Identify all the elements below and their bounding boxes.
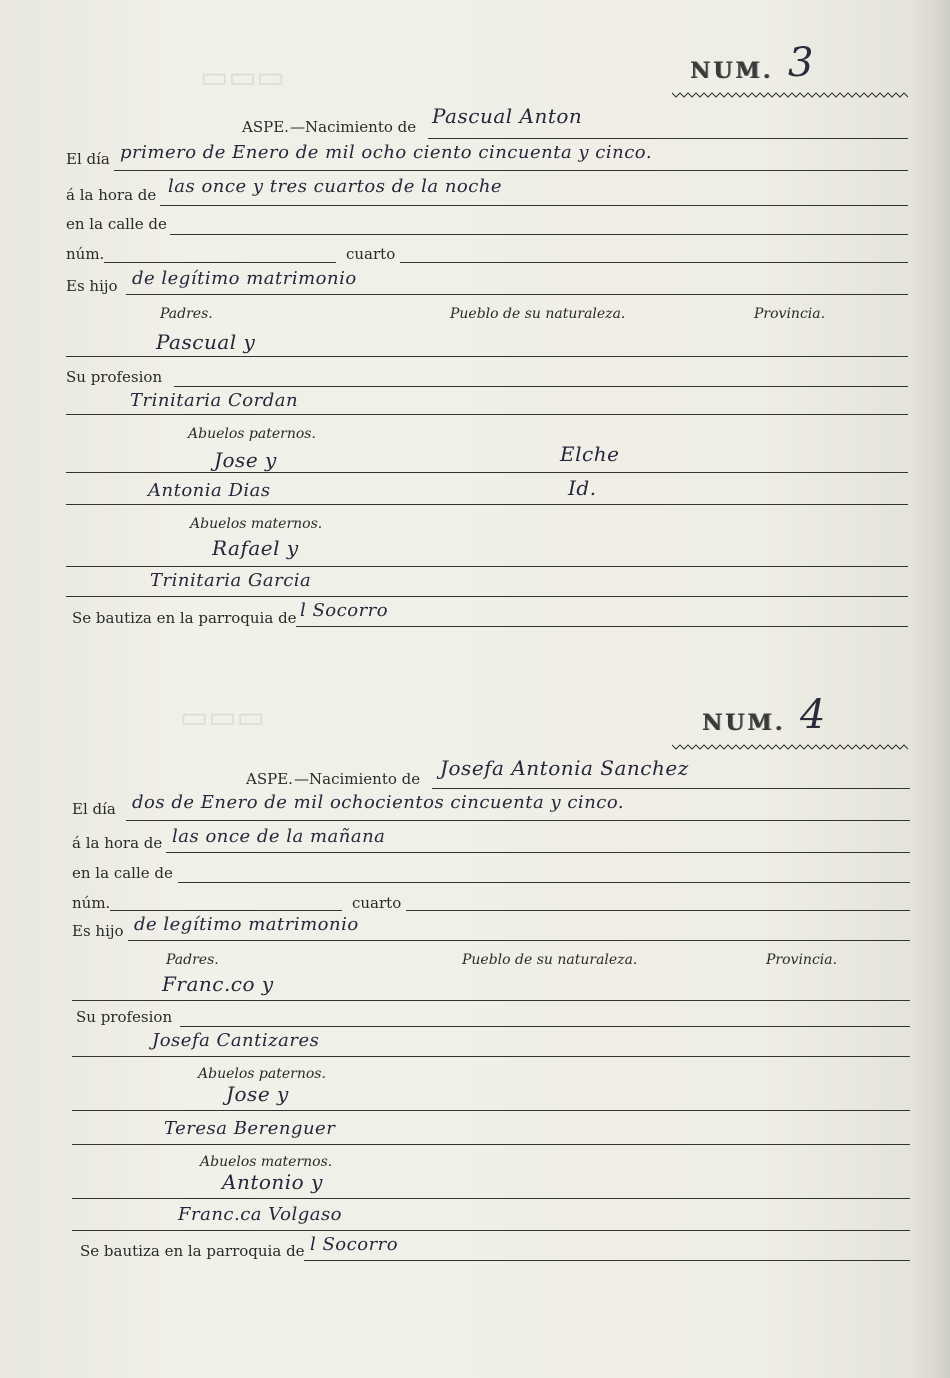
calle-label: en la calle de xyxy=(66,215,167,233)
num-line xyxy=(110,910,342,911)
pueblo-label: Pueblo de su naturaleza. xyxy=(462,952,638,968)
abuela-materna-line xyxy=(66,596,908,597)
profesion-line xyxy=(174,386,908,387)
dia-line xyxy=(114,170,908,171)
hora-label: á la hora de xyxy=(72,834,163,852)
hijo-line xyxy=(128,940,910,941)
dia-label: El día xyxy=(72,800,116,818)
hora-line xyxy=(160,205,908,206)
hora-value: las once de la mañana xyxy=(172,826,386,847)
calle-label: en la calle de xyxy=(72,864,173,882)
dia-value: primero de Enero de mil ocho ciento cincuenta y cinco. xyxy=(120,142,653,163)
dia-label: El día xyxy=(66,150,110,168)
abuelo-materno-line xyxy=(66,566,908,567)
padres-label: Padres. xyxy=(166,952,219,968)
abuelo-materno: Antonio y xyxy=(222,1170,323,1194)
town-label: ASPE. xyxy=(246,770,293,788)
padre-line xyxy=(72,1000,910,1001)
padre-line xyxy=(66,356,908,357)
name-line xyxy=(428,138,908,139)
hora-value: las once y tres cuartos de la noche xyxy=(168,176,503,197)
abuelos-paternos-label: Abuelos paternos. xyxy=(188,426,316,442)
parroquia-value: l Socorro xyxy=(300,600,389,621)
abuelo-paterno: Jose y xyxy=(214,448,277,472)
hora-line xyxy=(166,852,910,853)
page-edge-shadow xyxy=(912,0,950,1378)
padre-value: Franc.co y xyxy=(162,972,274,996)
abuelo-materno-line xyxy=(72,1198,910,1199)
pueblo-abuelos: Elche xyxy=(560,442,620,466)
profesion-label: Su profesion xyxy=(66,368,163,386)
abuelos-paternos-label: Abuelos paternos. xyxy=(198,1066,326,1082)
child-name: Josefa Antonia Sanchez xyxy=(440,756,689,780)
calle-line xyxy=(178,882,910,883)
abuela-materna: Trinitaria Garcia xyxy=(150,570,312,591)
padre-value: Pascual y xyxy=(156,330,256,354)
nacimiento-label: —Nacimiento de xyxy=(290,118,417,136)
cuarto-label: cuarto xyxy=(352,894,402,912)
parroquia-value: l Socorro xyxy=(310,1234,399,1255)
abuelo-paterno-line xyxy=(72,1110,910,1111)
calle-line xyxy=(170,234,908,235)
num-label: núm. xyxy=(66,245,105,263)
provincia-label: Provincia. xyxy=(766,952,838,968)
bleed-through-mark: ▭▭▭ xyxy=(180,700,266,735)
pueblo-abuela: Id. xyxy=(568,476,597,500)
hora-label: á la hora de xyxy=(66,186,157,204)
madre-value: Trinitaria Cordan xyxy=(130,390,299,411)
ornament-rule xyxy=(672,92,910,98)
bleed-through-mark: ▭▭▭ xyxy=(200,60,286,95)
abuelo-paterno-line xyxy=(66,472,908,473)
madre-value: Josefa Cantizares xyxy=(152,1030,320,1051)
ornament-rule xyxy=(672,744,910,750)
num-line xyxy=(104,262,336,263)
hijo-value: de legítimo matrimonio xyxy=(132,268,357,289)
abuela-paterna-line xyxy=(72,1144,910,1145)
profesion-line xyxy=(180,1026,910,1027)
abuelos-maternos-label: Abuelos maternos. xyxy=(190,516,323,532)
abuela-materna: Franc.ca Volgaso xyxy=(178,1204,343,1225)
hijo-label: Es hijo xyxy=(66,277,118,295)
town-label: ASPE. xyxy=(242,118,289,136)
abuela-materna-line xyxy=(72,1230,910,1231)
cuarto-label: cuarto xyxy=(346,245,396,263)
dia-value: dos de Enero de mil ochocientos cincuenta y cinco. xyxy=(132,792,625,813)
record-number-label: NUM. xyxy=(690,58,774,84)
record-number xyxy=(702,710,785,736)
record-number-label: NUM. xyxy=(702,710,786,736)
profesion-label: Su profesion xyxy=(76,1008,173,1026)
abuela-paterna: Antonia Dias xyxy=(148,480,271,501)
dia-line xyxy=(126,820,910,821)
hijo-label: Es hijo xyxy=(72,922,124,940)
record-number-value: 4 xyxy=(800,692,826,738)
hijo-value: de legítimo matrimonio xyxy=(134,914,359,935)
padres-label: Padres. xyxy=(160,306,213,322)
abuelos-maternos-label: Abuelos maternos. xyxy=(200,1154,333,1170)
parroquia-line xyxy=(296,626,908,627)
madre-line xyxy=(66,414,908,415)
abuela-paterna-line xyxy=(66,504,908,505)
record-number-value: 3 xyxy=(788,40,814,86)
abuelo-materno: Rafael y xyxy=(212,536,299,560)
parroquia-line xyxy=(304,1260,910,1261)
hijo-line xyxy=(126,294,908,295)
nacimiento-label: —Nacimiento de xyxy=(294,770,421,788)
record-number xyxy=(690,58,773,84)
cuarto-line xyxy=(400,262,908,263)
abuelo-paterno: Jose y xyxy=(226,1082,289,1106)
child-name: Pascual Anton xyxy=(432,104,583,128)
madre-line xyxy=(72,1056,910,1057)
parroquia-label: Se bautiza en la parroquia de xyxy=(80,1242,305,1260)
cuarto-line xyxy=(406,910,910,911)
parroquia-label: Se bautiza en la parroquia de xyxy=(72,609,297,627)
pueblo-label: Pueblo de su naturaleza. xyxy=(450,306,626,322)
abuela-paterna: Teresa Berenguer xyxy=(164,1118,336,1139)
name-line xyxy=(432,788,910,789)
provincia-label: Provincia. xyxy=(754,306,826,322)
num-label: núm. xyxy=(72,894,111,912)
